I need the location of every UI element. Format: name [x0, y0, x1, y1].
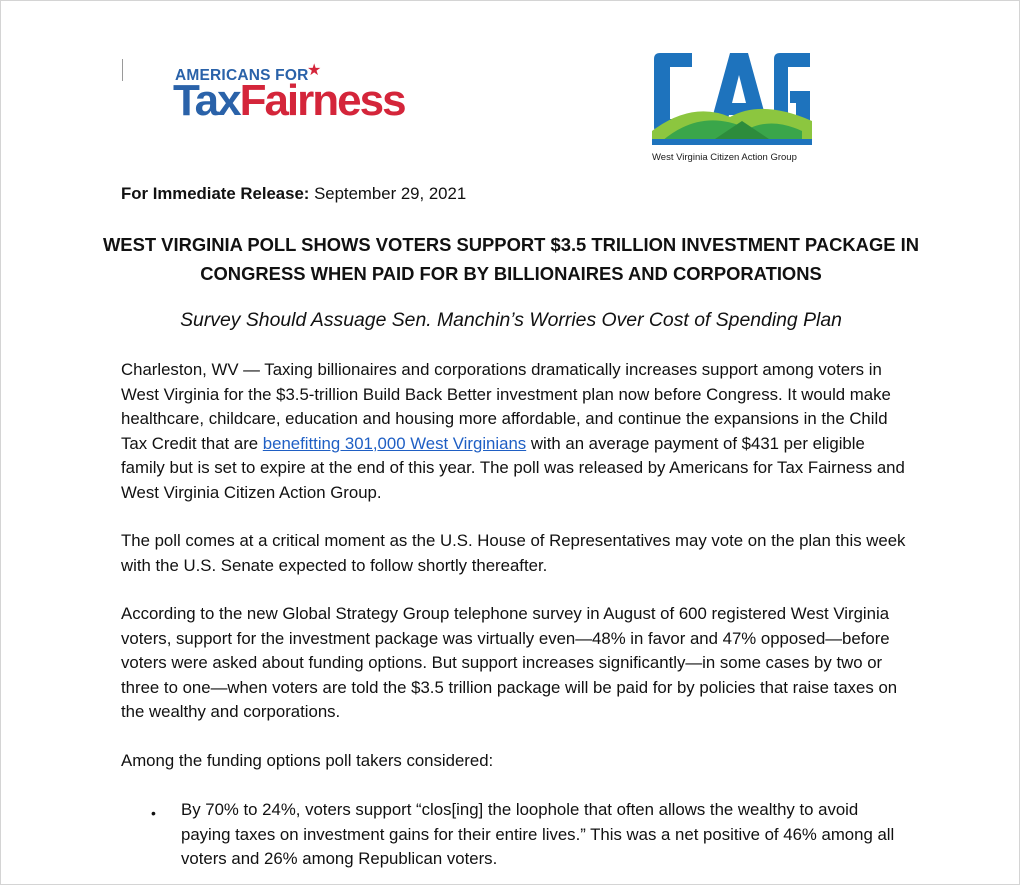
p1-text-after: with an average payment of $431 per eligible family but is set to expire at the end of this year. The poll was released by Americans for Tax Fairness and West Virginia Citizen Action Group.	[121, 433, 905, 502]
logo-top-text: AMERICANS FOR	[175, 67, 309, 84]
bullet-icon: •	[151, 805, 156, 821]
paragraph-1	[121, 358, 911, 505]
paragraph-2: The poll comes at a critical moment as the U.S. House of Representatives may vote on the plan this week with the U.S. Senate expected to follow shortly thereafter.	[121, 531, 906, 575]
paragraph-4: Among the funding options poll takers considered:	[121, 751, 494, 770]
cag-mark-icon	[652, 51, 812, 151]
logo-tax: Tax	[173, 76, 240, 125]
star-icon: ★	[307, 62, 322, 79]
p1-text-before: Charleston, WV — Taxing billionaires and corporations dramatically increases support among voters in West Virginia for the $3.5-trillion Build Back Better investment plan now before Congress. It would make healthcare, childcare, education and housing more affordable, and continue the expansions in the Child Tax Credit that are	[121, 360, 891, 453]
paragraph-3: According to the new Global Strategy Group telephone survey in August of 600 registered West Virginia voters, support for the investment package was virtually even—48% in favor and 47% opposed—before voters were asked about funding options. But support increases significantly—in some cases by two or three to one—when voters are told the $3.5 trillion package will be paid for by policies that raise taxes on the wealthy and corporations.	[121, 604, 898, 721]
list-item: By 70% to 24%, voters support “clos[ing] the loophole that often allows the wealthy to avoid paying taxes on investment gains for their entire lives.” This was a net positive of 46% among all voters and 26% among Republican voters.	[181, 800, 895, 868]
logo-caption: West Virginia Citizen Action Group	[652, 152, 797, 163]
logo-wordmark	[173, 77, 405, 125]
release-date: September 29, 2021	[314, 184, 467, 203]
release-label: For Immediate Release:	[121, 184, 310, 203]
ctc-link[interactable]: benefitting 301,000 West Virginians	[262, 433, 527, 453]
headline: WEST VIRGINIA POLL SHOWS VOTERS SUPPORT $3.5 TRILLION INVESTMENT PACKAGE IN CONGRESS WHEN PAID FOR BY BILLIONAIRES AND CORPORATIONS	[102, 234, 920, 284]
wv-citizen-action-group-logo	[652, 51, 812, 166]
americans-for-tax-fairness-logo	[173, 62, 463, 127]
logo-fairness: Fairness	[239, 76, 405, 125]
text-cursor	[122, 59, 123, 81]
release-line	[121, 182, 466, 206]
subheadline: Survey Should Assuage Sen. Manchin’s Worries Over Cost of Spending Plan	[180, 309, 842, 331]
